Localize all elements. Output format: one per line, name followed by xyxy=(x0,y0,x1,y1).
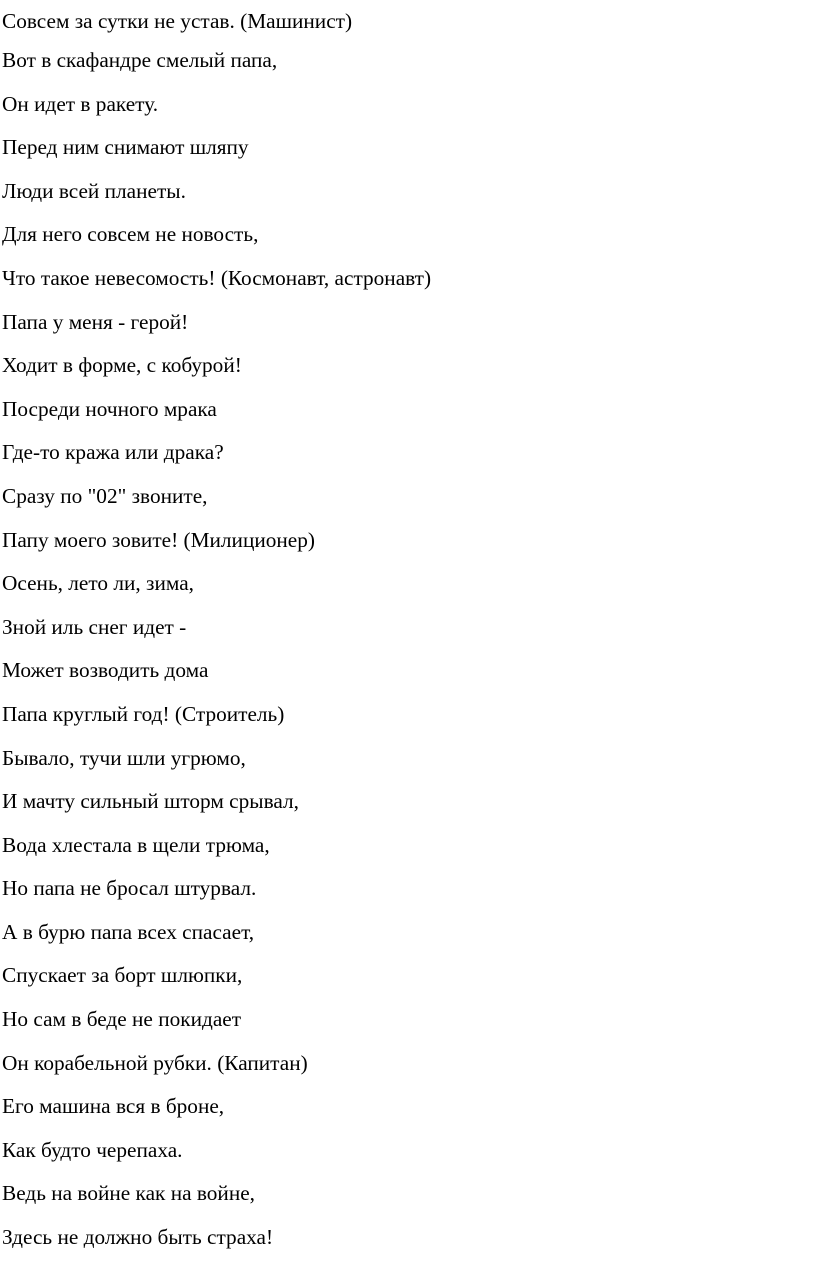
text-line: Спускает за борт шлюпки, xyxy=(2,963,243,988)
text-line: Зной иль снег идет - xyxy=(2,614,187,639)
text-line: Его машина вся в броне, xyxy=(2,1094,225,1119)
text-line: Посреди ночного мрака xyxy=(2,396,217,421)
text-line: Может возводить дома xyxy=(2,658,209,683)
text-line: Но сам в беде не покидает xyxy=(2,1007,242,1032)
text-line: Папу моего зовите! (Милиционер) xyxy=(2,527,315,552)
text-line: Осень, лето ли, зима, xyxy=(2,571,194,596)
text-line: Здесь не должно быть страха! xyxy=(2,1225,274,1250)
poem-text xyxy=(2,3,431,1260)
text-line: Папа круглый год! (Строитель) xyxy=(2,701,285,726)
text-line: Как будто черепаха. xyxy=(2,1137,183,1162)
text-line: Что такое невесомость! (Космонавт, астронавт) xyxy=(2,265,432,290)
text-line: Он идет в ракету. xyxy=(2,91,159,116)
text-line: Где-то кража или драка? xyxy=(2,440,224,465)
text-line: Ходит в форме, с кобурой! xyxy=(2,353,242,378)
text-line: Вода хлестала в щели трюма, xyxy=(2,832,270,857)
text-line: Вот в скафандре смелый папа, xyxy=(2,48,278,72)
text-line: Но папа не бросал штурвал. xyxy=(2,876,257,901)
text-line: Для него совсем не новость, xyxy=(2,222,259,247)
text-line: Сразу по "02" звоните, xyxy=(2,483,208,508)
text-line: Перед ним снимают шляпу xyxy=(2,135,249,160)
text-line: А в бурю папа всех спасает, xyxy=(2,919,255,944)
text-line: Совсем за сутки не устав. (Машинист) xyxy=(2,9,353,33)
text-line: Люди всей планеты. xyxy=(2,178,186,203)
text-line: Он корабельной рубки. (Капитан) xyxy=(2,1050,308,1075)
text-line: И мачту сильный шторм срывал, xyxy=(2,789,299,814)
text-line: Ведь на войне как на войне, xyxy=(2,1181,256,1206)
text-line: Бывало, тучи шли угрюмо, xyxy=(2,745,246,770)
text-line: Папа у меня - герой! xyxy=(2,309,189,334)
